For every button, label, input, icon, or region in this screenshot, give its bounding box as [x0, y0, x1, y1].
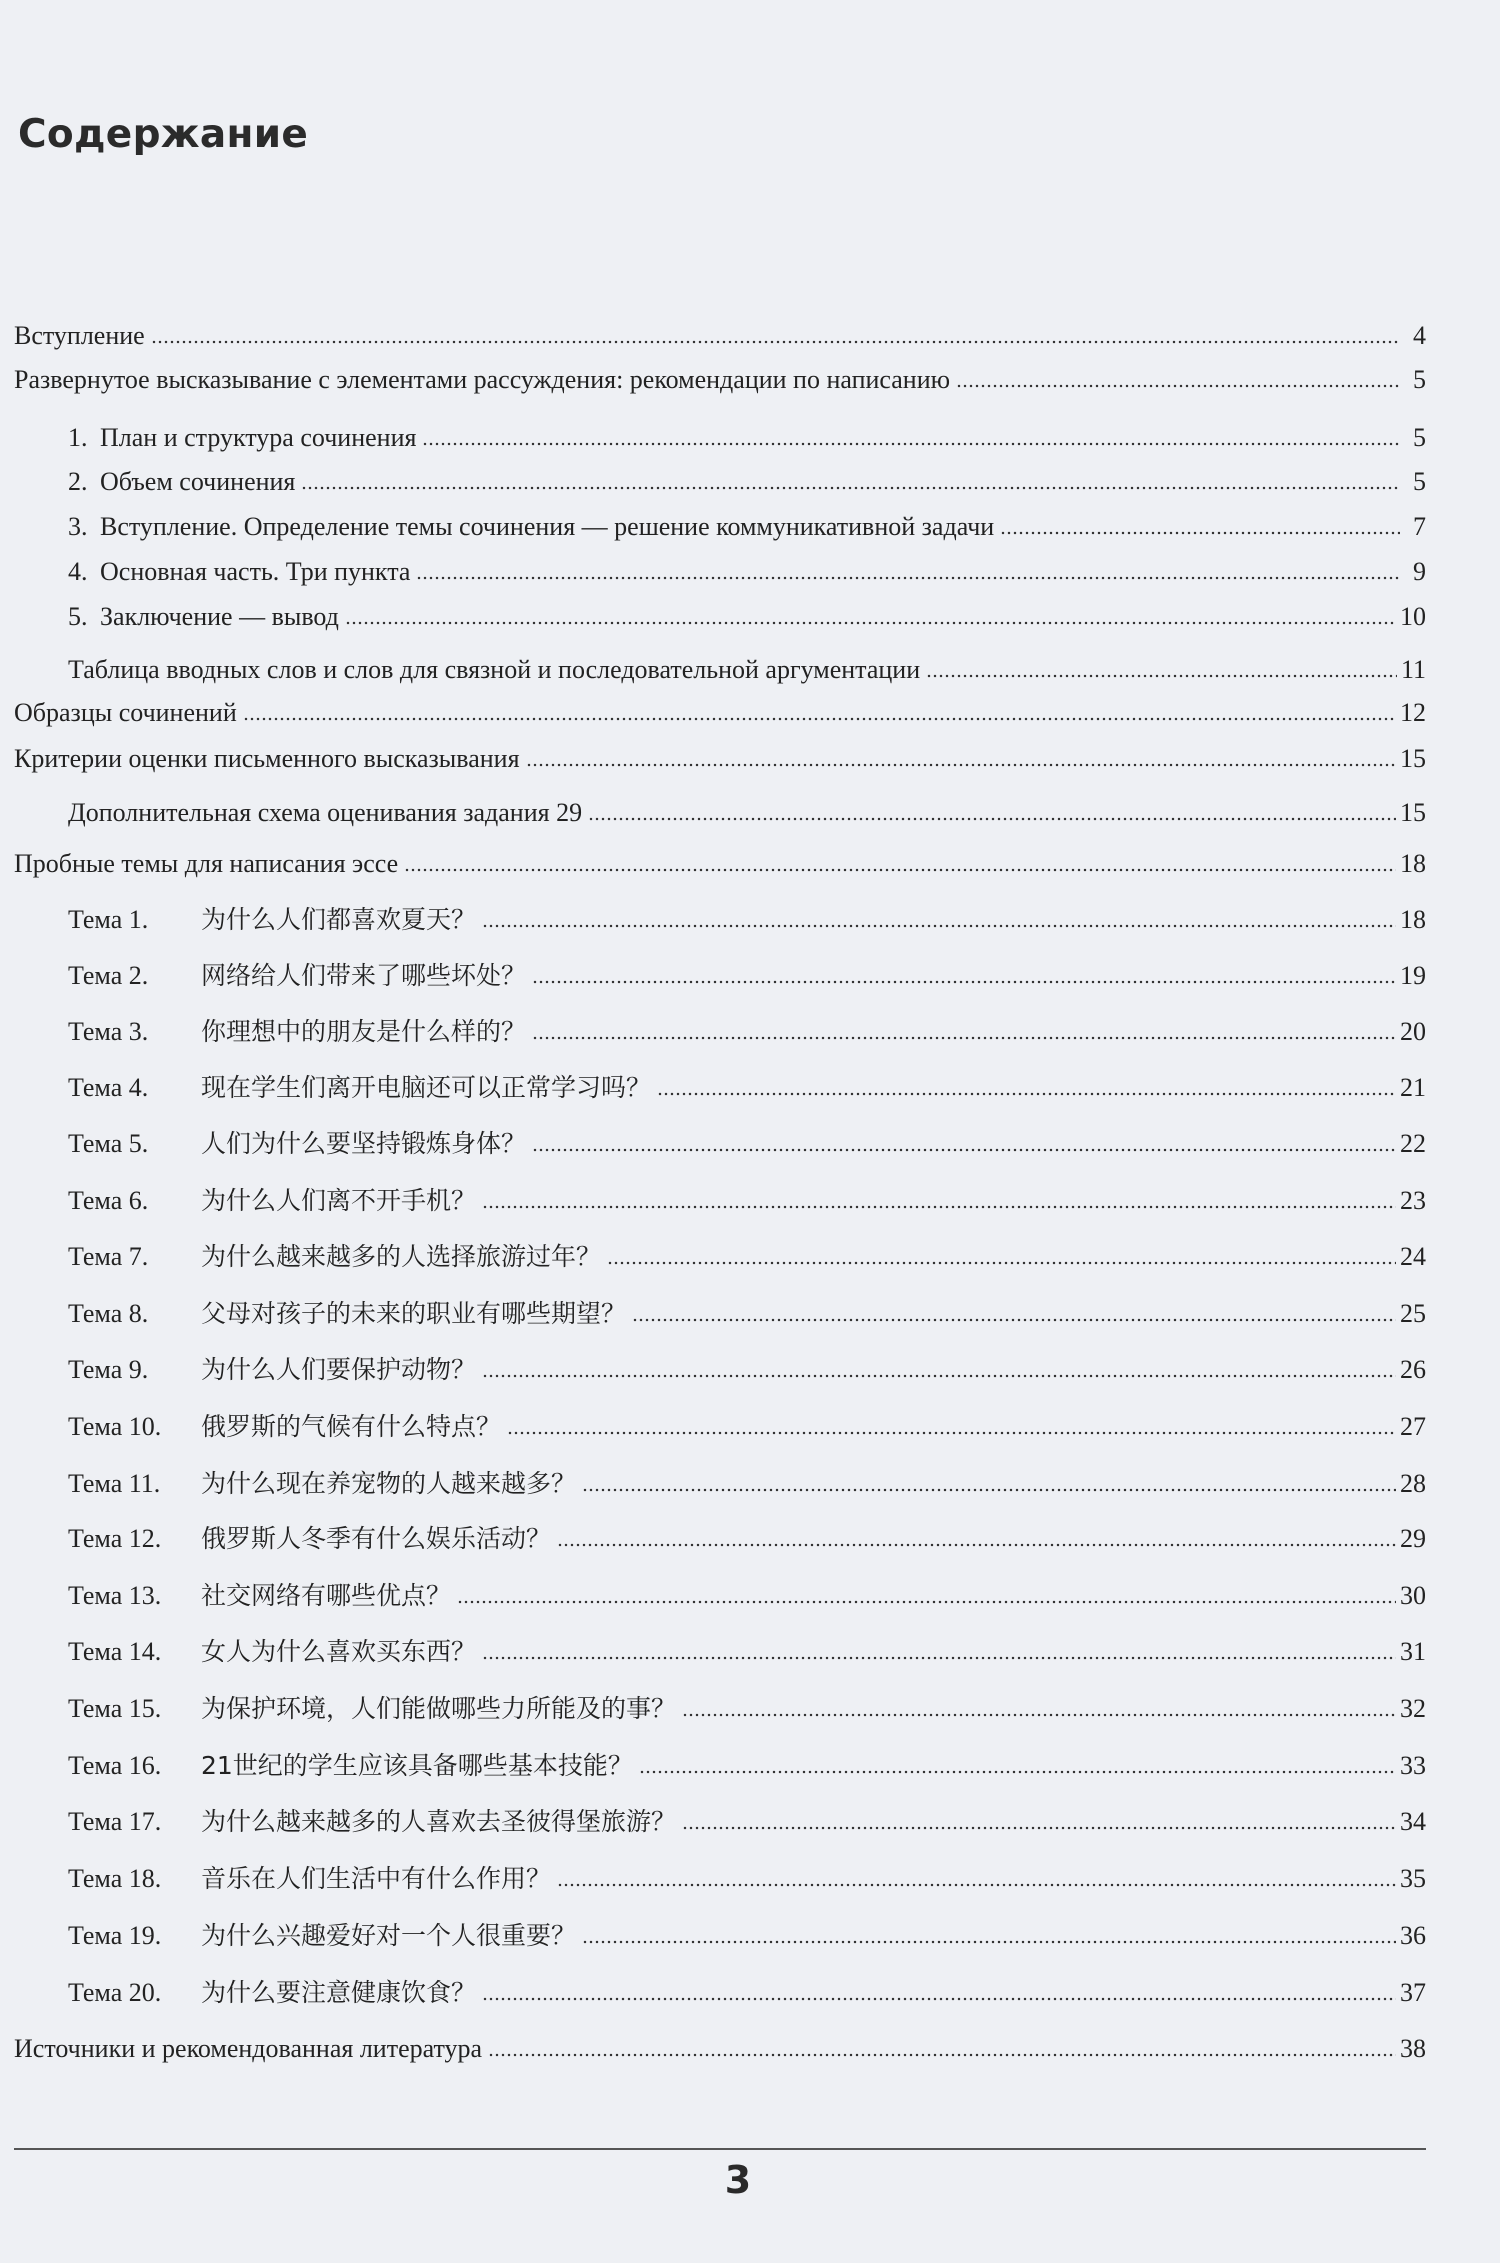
toc-entry-title: 音乐在人们生活中有什么作用？ — [201, 1864, 552, 1893]
toc-entry-title: 女人为什么喜欢买东西？ — [201, 1637, 477, 1666]
toc-entry-title: 为什么现在养宠物的人越来越多？ — [201, 1469, 577, 1498]
toc-entry-title: 为什么要注意健康饮食？ — [201, 1978, 477, 2007]
toc-entry-label: Тема 17. — [68, 1807, 162, 1836]
toc-entry-title: Пробные темы для написания эссе — [14, 849, 399, 878]
toc-entry — [68, 1977, 1426, 2009]
dot-leader — [422, 442, 1400, 446]
toc-entry-title: 为什么兴趣爱好对一个人很重要？ — [201, 1921, 577, 1950]
toc-entry — [68, 556, 1426, 588]
toc-entry — [68, 466, 1426, 498]
toc-entry-page: 25 — [1400, 1299, 1426, 1328]
toc-entry — [68, 1750, 1426, 1782]
toc-entry-title: Объем сочинения — [100, 467, 296, 496]
toc-entry-label: Тема 6. — [68, 1186, 149, 1215]
toc-entry-page: 35 — [1400, 1864, 1426, 1893]
page-number: 3 — [724, 2158, 752, 2202]
toc-entry — [68, 797, 1426, 829]
toc-entry-title: 为什么人们离不开手机？ — [201, 1186, 477, 1215]
toc-entry-label: Тема 2. — [68, 961, 149, 990]
toc-entry-page: 9 — [1413, 557, 1426, 586]
dot-leader — [345, 621, 1396, 625]
dot-leader — [1000, 531, 1400, 535]
dot-leader — [526, 763, 1396, 767]
dot-leader — [416, 576, 1400, 580]
dot-leader — [507, 1431, 1396, 1435]
toc-entry — [68, 1636, 1426, 1668]
dot-leader — [682, 1826, 1396, 1830]
toc-entry-page: 37 — [1400, 1978, 1426, 2007]
toc-entry-label: Тема 3. — [68, 1017, 149, 1046]
toc-entry-page: 38 — [1400, 2034, 1426, 2063]
dot-leader — [607, 1261, 1396, 1265]
toc-entry-page: 20 — [1400, 1017, 1426, 1046]
toc-entry-title: 现在学生们离开电脑还可以正常学习吗？ — [201, 1073, 652, 1102]
toc-entry-label: Тема 12. — [68, 1524, 162, 1553]
toc-entry-page: 5 — [1413, 423, 1426, 452]
toc-entry-page: 27 — [1400, 1412, 1426, 1441]
toc-entry — [68, 654, 1426, 686]
toc-entry-title: 为什么人们要保护动物？ — [201, 1355, 477, 1384]
toc-entry-title: Вступление — [14, 321, 145, 350]
toc-entry-title: 社交网络有哪些优点？ — [201, 1581, 452, 1610]
toc-entry — [14, 320, 1426, 352]
toc-entry-page: 30 — [1400, 1581, 1426, 1610]
toc-entry-page: 4 — [1413, 321, 1426, 350]
dot-leader — [482, 1205, 1396, 1209]
toc-entry-title: Таблица вводных слов и слов для связной и последовательной аргументации — [68, 655, 921, 684]
toc-entry — [14, 2033, 1426, 2065]
dot-leader — [582, 1488, 1396, 1492]
dot-leader — [532, 980, 1396, 984]
toc-entry-title: 你理想中的朋友是什么样的？ — [201, 1017, 527, 1046]
toc-entry-label: Тема 5. — [68, 1129, 149, 1158]
toc-entry — [68, 960, 1426, 992]
toc-entry-page: 33 — [1400, 1751, 1426, 1780]
toc-entry — [68, 1863, 1426, 1895]
dot-leader — [588, 817, 1396, 821]
dot-leader — [639, 1770, 1396, 1774]
page-title: Содержание — [18, 112, 309, 157]
toc-entry — [68, 1806, 1426, 1838]
toc-entry — [68, 422, 1426, 454]
toc-entry-label: Тема 15. — [68, 1694, 162, 1723]
toc-entry-number: 2. — [68, 467, 88, 496]
dot-leader — [243, 717, 1396, 721]
toc-entry — [14, 364, 1426, 396]
toc-entry — [68, 1580, 1426, 1612]
toc-entry-page: 11 — [1400, 655, 1426, 684]
toc-entry — [68, 1128, 1426, 1160]
toc-entry — [68, 1072, 1426, 1104]
toc-entry-title: Источники и рекомендованная литература — [14, 2034, 483, 2063]
toc-entry — [68, 1241, 1426, 1273]
dot-leader — [457, 1600, 1396, 1604]
dot-leader — [482, 1374, 1396, 1378]
toc-entry — [68, 1016, 1426, 1048]
toc-entry-title: 俄罗斯的气候有什么特点？ — [201, 1412, 502, 1441]
toc-entry-page: 12 — [1400, 698, 1426, 727]
toc-entry-page: 32 — [1400, 1694, 1426, 1723]
toc-entry-label: Тема 8. — [68, 1299, 149, 1328]
dot-leader — [532, 1148, 1396, 1152]
dot-leader — [482, 924, 1396, 928]
dot-leader — [657, 1092, 1396, 1096]
toc-entry-label: Тема 1. — [68, 905, 149, 934]
toc-entry-label: Тема 13. — [68, 1581, 162, 1610]
toc-entry — [68, 904, 1426, 936]
toc-entry-title: Вступление. Определение темы сочинения — решение коммуникативной задачи — [100, 512, 995, 541]
toc-entry-page: 19 — [1400, 961, 1426, 990]
toc-entry-page: 34 — [1400, 1807, 1426, 1836]
toc-entry-page: 7 — [1413, 512, 1426, 541]
dot-leader — [482, 1656, 1396, 1660]
toc-entry — [68, 1468, 1426, 1500]
dot-leader — [632, 1318, 1396, 1322]
toc-entry-page: 29 — [1400, 1524, 1426, 1553]
toc-entry-title: Развернутое высказывание с элементами рассуждения: рекомендации по написанию — [14, 365, 951, 394]
toc-entry-page: 15 — [1400, 798, 1426, 827]
toc-entry — [68, 1411, 1426, 1443]
toc-entry-page: 15 — [1400, 744, 1426, 773]
toc-entry-label: Тема 18. — [68, 1864, 162, 1893]
toc-entry — [14, 848, 1426, 880]
toc-entry-title: Основная часть. Три пункта — [100, 557, 411, 586]
dot-leader — [582, 1940, 1396, 1944]
toc-entry — [68, 511, 1426, 543]
toc-entry-label: Тема 9. — [68, 1355, 149, 1384]
toc-entry — [68, 1523, 1426, 1555]
dot-leader — [151, 340, 1400, 344]
toc-entry — [14, 743, 1426, 775]
toc-entry-page: 22 — [1400, 1129, 1426, 1158]
toc-entry-page: 5 — [1413, 365, 1426, 394]
toc-entry-page: 28 — [1400, 1469, 1426, 1498]
toc-entry-title: 为保护环境，人们能做哪些力所能及的事？ — [201, 1694, 677, 1723]
toc-entry — [68, 1185, 1426, 1217]
toc-entry-label: Тема 7. — [68, 1242, 149, 1271]
dot-leader — [482, 1997, 1396, 2001]
toc-entry-label: Тема 10. — [68, 1412, 162, 1441]
toc-entry-page: 18 — [1400, 849, 1426, 878]
toc-entry-title: 俄罗斯人冬季有什么娱乐活动？ — [201, 1524, 552, 1553]
toc-entry-title: Заключение — вывод — [100, 602, 339, 631]
toc-entry-title: 为什么人们都喜欢夏天？ — [201, 905, 477, 934]
toc-entry-number: 3. — [68, 512, 88, 541]
toc-entry-page: 31 — [1400, 1637, 1426, 1666]
toc-entry-label: Тема 20. — [68, 1978, 162, 2007]
toc-entry-title: Критерии оценки письменного высказывания — [14, 744, 520, 773]
dot-leader — [557, 1883, 1396, 1887]
dot-leader — [557, 1543, 1396, 1547]
toc-entry-number: 4. — [68, 557, 88, 586]
toc-entry — [68, 1298, 1426, 1330]
toc-entry-label: Тема 19. — [68, 1921, 162, 1950]
toc-entry-number: 5. — [68, 602, 88, 631]
toc-entry-page: 24 — [1400, 1242, 1426, 1271]
toc-entry-page: 36 — [1400, 1921, 1426, 1950]
toc-entry-label: Тема 14. — [68, 1637, 162, 1666]
toc-entry-number: 1. — [68, 423, 88, 452]
toc-entry-title: 21世纪的学生应该具备哪些基本技能？ — [201, 1751, 633, 1780]
toc-entry — [14, 697, 1426, 729]
toc-entry-label: Тема 4. — [68, 1073, 149, 1102]
toc-entry-label: Тема 11. — [68, 1469, 161, 1498]
toc-entry-label: Тема 16. — [68, 1751, 162, 1780]
toc-entry-title: 为什么越来越多的人喜欢去圣彼得堡旅游？ — [201, 1807, 677, 1836]
dot-leader — [532, 1036, 1396, 1040]
toc-entry — [68, 1693, 1426, 1725]
toc-entry-page: 21 — [1400, 1073, 1426, 1102]
toc-entry-page: 5 — [1413, 467, 1426, 496]
toc-entry-page: 18 — [1400, 905, 1426, 934]
toc-entry-page: 26 — [1400, 1355, 1426, 1384]
toc-entry-title: 网络给人们带来了哪些坏处？ — [201, 961, 527, 990]
dot-leader — [956, 384, 1400, 388]
toc-entry — [68, 1920, 1426, 1952]
dot-leader — [301, 486, 1400, 490]
toc-entry-page: 10 — [1400, 602, 1426, 631]
toc-entry-title: 为什么越来越多的人选择旅游过年？ — [201, 1242, 602, 1271]
toc-entry-title: Дополнительная схема оценивания задания 29 — [68, 798, 583, 827]
toc-entry-page: 23 — [1400, 1186, 1426, 1215]
toc-entry-title: Образцы сочинений — [14, 698, 237, 727]
toc-entry-title: 父母对孩子的未来的职业有哪些期望？ — [201, 1299, 627, 1328]
dot-leader — [926, 674, 1397, 678]
toc-entry — [68, 1354, 1426, 1386]
dot-leader — [488, 2053, 1396, 2057]
dot-leader — [404, 868, 1396, 872]
toc-entry — [68, 601, 1426, 633]
dot-leader — [682, 1713, 1396, 1717]
footer-rule — [14, 2148, 1426, 2150]
toc-entry-title: План и структура сочинения — [100, 423, 417, 452]
toc-entry-title: 人们为什么要坚持锻炼身体？ — [201, 1129, 527, 1158]
